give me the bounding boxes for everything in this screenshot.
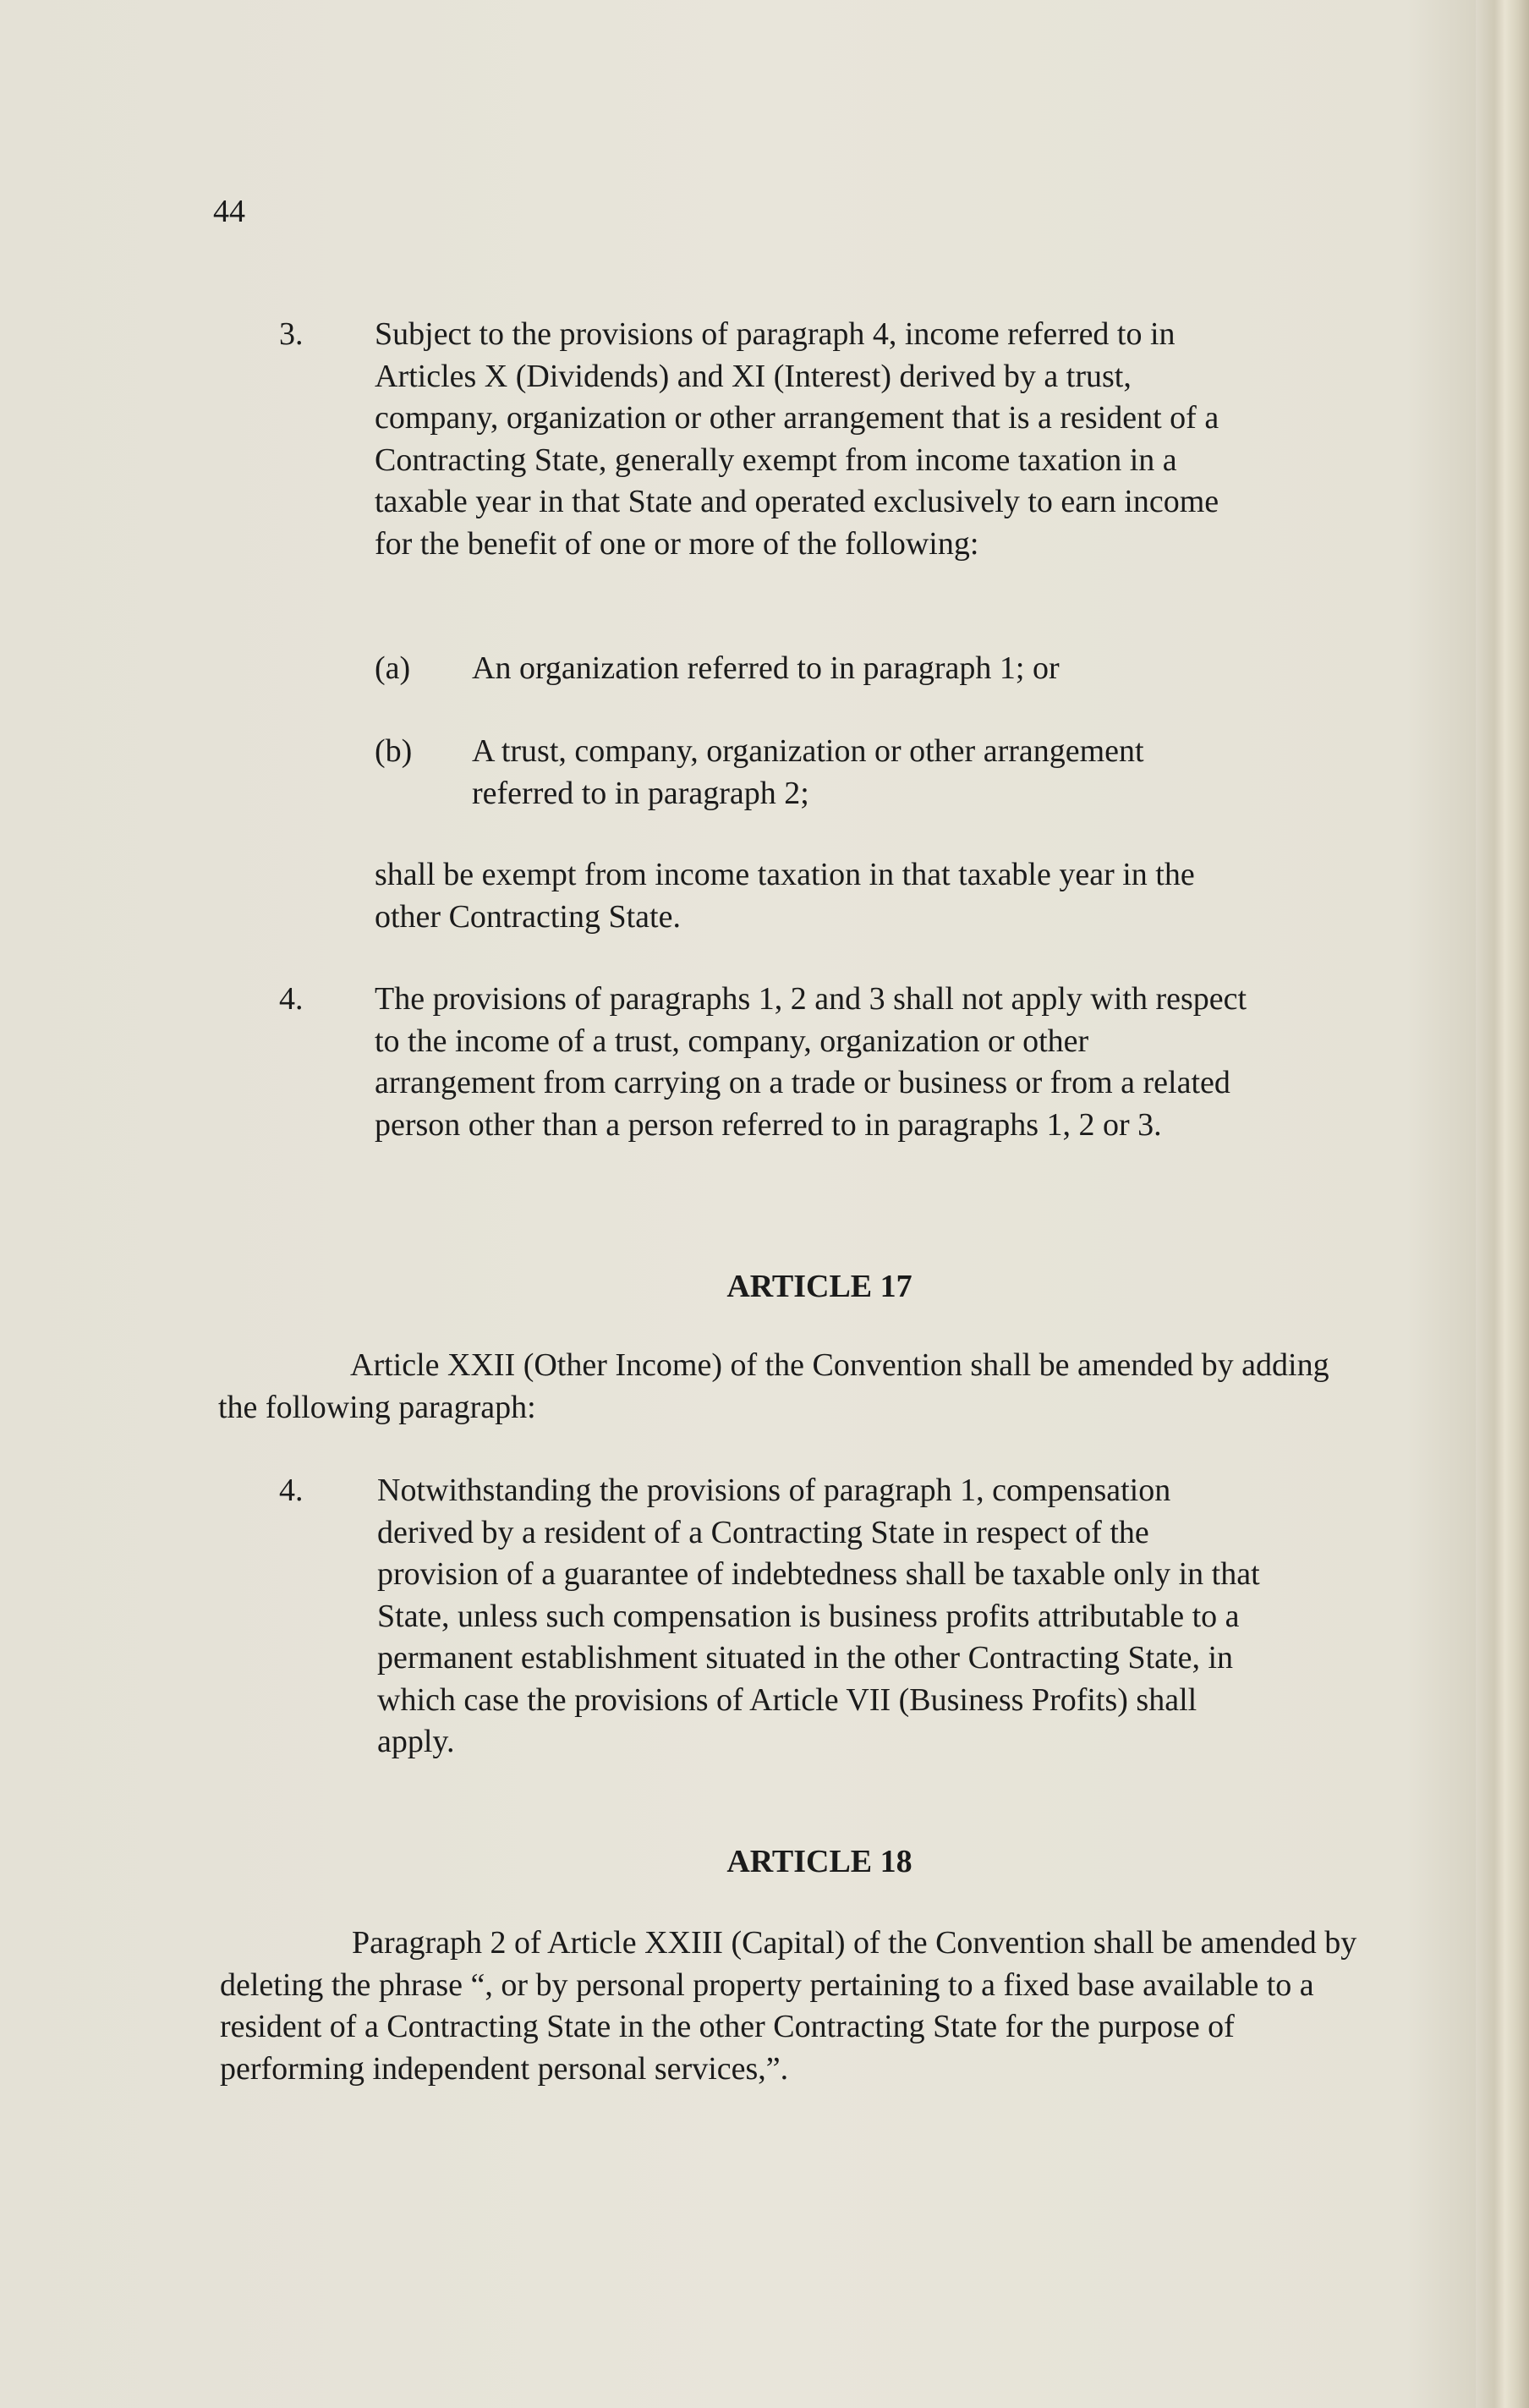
- paragraph-3-number: 3.: [279, 316, 304, 352]
- article-18-text: Paragraph 2 of Article XXIII (Capital) of the Convention shall be amended by deleting the phrase “, or by personal property pertaining to a fixed base available to a resident of a Contracting State in the other Contracting State for the purpose of performing independent personal services,”.: [220, 1925, 1357, 2087]
- page-number: 44: [213, 194, 245, 229]
- page-edge: [1476, 0, 1529, 2408]
- article-17-heading: ARTICLE 17: [726, 1269, 912, 1304]
- article-17-paragraph-number: 4.: [279, 1473, 304, 1508]
- article-17-paragraph-text: Notwithstanding the provisions of paragraph 1, compensation derived by a resident of a Contracting State in respect of the provision of a guarantee of indebtedness shall be taxable only in that State, unless such compensation is business profits attributable to a permanent establishment situated in the other Contracting State, in which case the provisions of Article VII (Business Profits) shall apply.: [377, 1473, 1260, 1759]
- paragraph-3-text: Subject to the provisions of paragraph 4, income referred to in Articles X (Dividends) and XI (Interest) derived by a trust, company, organization or other arrangement that is a resident of a Contracting State, generally exempt from income taxation in a taxable year in that State and operated exclusively to earn income for the benefit of one or more of the following:: [375, 316, 1219, 562]
- article-18-heading: ARTICLE 18: [726, 1844, 912, 1879]
- paragraph-4-number: 4.: [279, 981, 304, 1017]
- paragraph-4-text: The provisions of paragraphs 1, 2 and 3 shall not apply with respect to the income of a trust, company, organization or other arrangement from carrying on a trade or business or from a related person other than a person referred to in paragraphs 1, 2 or 3.: [375, 981, 1247, 1143]
- article-17-intro: Article XXII (Other Income) of the Convention shall be amended by adding the following paragraph:: [218, 1347, 1329, 1425]
- item-a-label: (a): [375, 650, 411, 686]
- item-b-text: A trust, company, organization or other arrangement referred to in paragraph 2;: [472, 733, 1144, 811]
- show-through-text: [203, 440, 211, 481]
- item-a-text: An organization referred to in paragraph 1; or: [472, 650, 1060, 686]
- paragraph-3-closing: shall be exempt from income taxation in that taxable year in the other Contracting State.: [375, 857, 1195, 935]
- item-b-label: (b): [375, 733, 413, 769]
